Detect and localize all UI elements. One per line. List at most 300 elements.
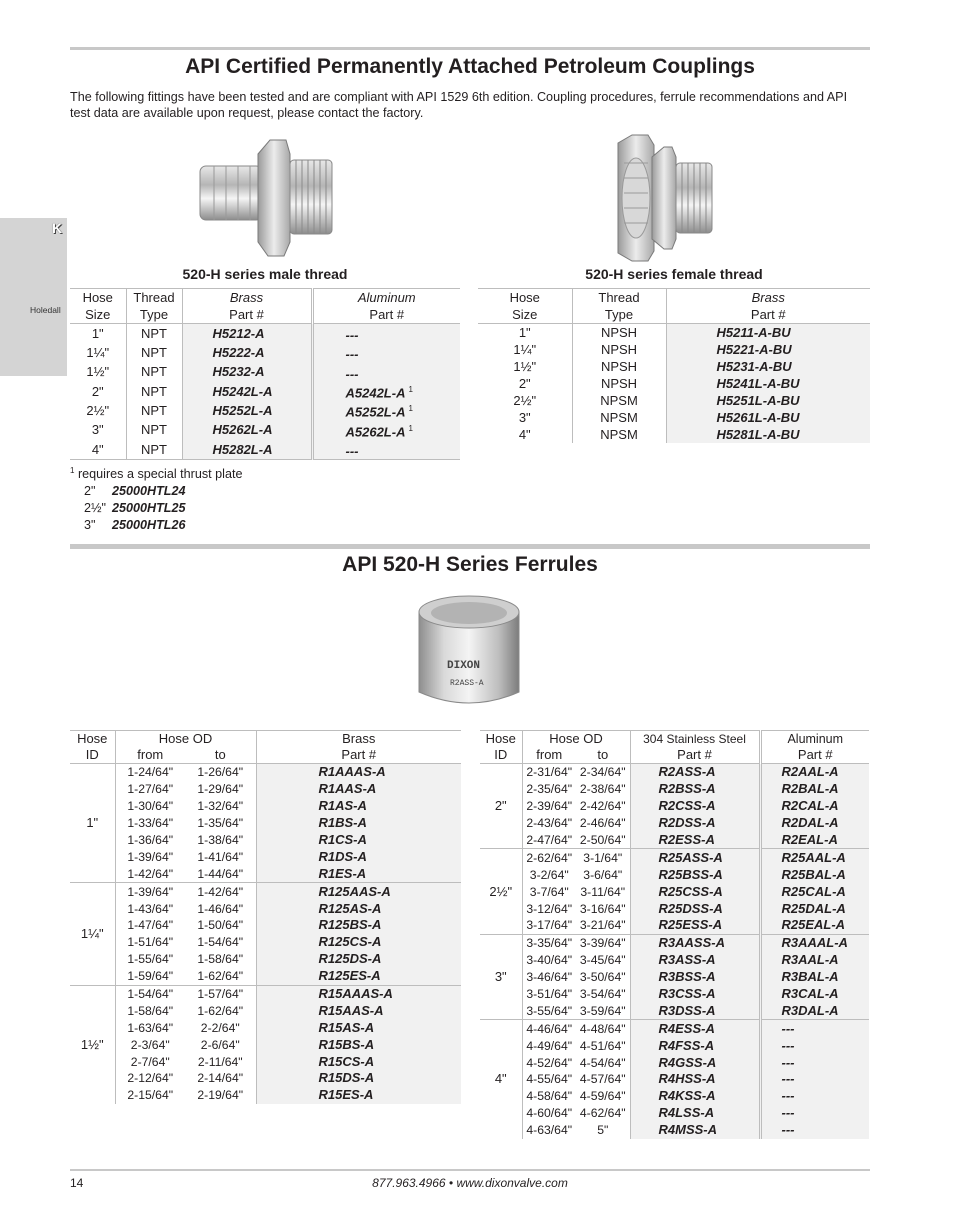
col-from: from: [522, 747, 576, 764]
od-from-cell: 3-17/64": [522, 917, 576, 934]
table-row: [480, 934, 869, 951]
part-cell: R4ESS-A: [630, 1020, 760, 1037]
od-to-cell: 2-19/64": [197, 1088, 244, 1103]
part-cell: R4HSS-A: [630, 1071, 760, 1088]
od-from-cell: 2-62/64": [522, 849, 576, 866]
od-from-cell: 3-55/64": [522, 1002, 576, 1019]
od-from-cell: 1-36/64": [115, 832, 185, 849]
part-cell: R15DS-A: [256, 1070, 461, 1087]
thread-type-cell: NPSM: [572, 426, 666, 443]
aluminum-part-number: ---: [345, 346, 359, 362]
col-aluminum: Aluminum: [760, 731, 869, 748]
table-row: [480, 764, 869, 781]
footnote-marker: 1: [408, 384, 413, 394]
female-table-caption: 520-H series female thread: [585, 266, 763, 282]
col-brass-part: Brass Part #: [182, 289, 312, 324]
footnote-marker: 1: [408, 404, 413, 414]
od-to-cell: 5": [597, 1123, 609, 1138]
thread-type-cell: NPSH: [572, 375, 666, 392]
od-to-cell: 4-62/64": [579, 1106, 626, 1121]
od-to-cell: 4-51/64": [579, 1038, 626, 1053]
aluminum-part-cell: R25BAL-A: [760, 866, 869, 883]
top-rule: [70, 47, 870, 50]
table-row: [480, 1002, 869, 1019]
od-from-cell: 2-31/64": [522, 764, 576, 781]
od-to-cell: 3-50/64": [579, 970, 626, 985]
od-from-cell: 1-59/64": [115, 968, 185, 985]
aluminum-part-cell: [312, 343, 460, 362]
od-from-cell: 1-42/64": [115, 865, 185, 882]
part-cell: R15BS-A: [256, 1036, 461, 1053]
hose-size-cell: 2½": [513, 392, 537, 408]
table-row: [70, 1002, 461, 1019]
thread-type-cell: NPSH: [572, 324, 666, 342]
table-row: [70, 798, 461, 815]
od-to-cell: 2-14/64": [197, 1071, 244, 1086]
col-from: from: [115, 747, 185, 764]
col-hose-id: Hose ID: [480, 731, 522, 764]
table-row: [478, 409, 870, 426]
part-cell: R4FSS-A: [630, 1037, 760, 1054]
col-hose-id: Hose ID: [70, 731, 115, 764]
table-row: [70, 951, 461, 968]
od-to-cell: 1-54/64": [197, 935, 244, 950]
part-cell: R125BS-A: [256, 917, 461, 934]
table-row: [480, 1088, 869, 1105]
part-cell: R125ES-A: [256, 968, 461, 985]
od-from-cell: 4-60/64": [522, 1105, 576, 1122]
part-cell: R2DSS-A: [630, 815, 760, 832]
brass-part-cell: H5242L-A: [182, 382, 312, 401]
aluminum-part-cell: ---: [760, 1037, 869, 1054]
od-to-cell: 1-62/64": [197, 1003, 244, 1018]
aluminum-part-number: A5252L-A: [345, 404, 406, 420]
od-to-cell: 4-48/64": [576, 1020, 630, 1037]
od-to-cell: 2-11/64": [197, 1054, 243, 1069]
brass-part-cell: H5241L-A-BU: [666, 375, 870, 392]
brass-part-cell: H5252L-A: [182, 401, 312, 420]
od-to-cell: 1-26/64": [197, 765, 244, 780]
table-row: [70, 363, 460, 382]
part-cell: R3BSS-A: [630, 969, 760, 986]
footnote-item: [84, 517, 242, 534]
table-row: [70, 1070, 461, 1087]
part-cell: R125AS-A: [256, 900, 461, 917]
od-from-cell: 1-27/64": [115, 781, 185, 798]
thrust-plate-size: 2": [84, 484, 96, 499]
part-cell: R25DSS-A: [630, 900, 760, 917]
thread-type-cell: NPSM: [572, 392, 666, 409]
col-stainless: 304 Stainless Steel: [630, 731, 760, 748]
table-row: [70, 934, 461, 951]
part-cell: R4KSS-A: [630, 1088, 760, 1105]
thread-type-cell: NPT: [126, 343, 182, 362]
aluminum-part-cell: ---: [760, 1105, 869, 1122]
thread-type-cell: NPSH: [572, 341, 666, 358]
od-to-cell: 1-62/64": [197, 969, 244, 984]
hose-size-cell: 1¼": [86, 344, 110, 360]
brass-part-cell: H5282L-A: [182, 440, 312, 460]
male-coupling-image: [196, 138, 336, 258]
aluminum-part-cell: R25AAL-A: [760, 849, 869, 866]
part-cell: R125AAS-A: [256, 883, 461, 900]
brass-part-cell: H5221-A-BU: [666, 341, 870, 358]
od-to-cell: 2-6/64": [200, 1037, 240, 1052]
brass-part-cell: H5222-A: [182, 343, 312, 362]
thread-type-cell: NPSM: [572, 409, 666, 426]
od-from-cell: 3-46/64": [522, 969, 576, 986]
aluminum-part-cell: ---: [760, 1122, 869, 1139]
table-row: [70, 1053, 461, 1070]
od-to-cell: 1-35/64": [197, 816, 244, 831]
table-row: [478, 358, 870, 375]
ferrule-brass-table: [70, 730, 461, 1104]
aluminum-part-number: A5262L-A: [345, 423, 406, 439]
od-from-cell: 3-40/64": [522, 952, 576, 969]
table-row: [480, 917, 869, 934]
hose-size-cell: 2": [518, 375, 531, 391]
od-to-cell: 4-59/64": [579, 1089, 626, 1104]
aluminum-part-cell: [312, 363, 460, 382]
part-cell: R15ES-A: [256, 1087, 461, 1104]
part-cell: R4LSS-A: [630, 1105, 760, 1122]
od-to-cell: 3-1/64": [576, 849, 630, 866]
hose-size-cell: 3": [91, 422, 104, 438]
thread-type-cell: NPT: [126, 421, 182, 440]
page-number: 14: [70, 1176, 84, 1190]
table-row: [70, 865, 461, 882]
thread-type-cell: NPT: [126, 382, 182, 401]
hose-size-cell: 1½": [513, 358, 537, 374]
od-to-cell: 2-50/64": [579, 833, 626, 847]
section-rule: [70, 544, 870, 549]
male-table-caption: 520-H series male thread: [182, 266, 348, 282]
hose-size-cell: 1½": [86, 364, 110, 380]
part-cell: R15AAAS-A: [256, 985, 461, 1002]
od-from-cell: 4-63/64": [522, 1122, 576, 1139]
aluminum-part-cell: R2CAL-A: [760, 798, 869, 815]
part-cell: R2ASS-A: [630, 764, 760, 781]
od-from-cell: 1-30/64": [115, 798, 185, 815]
part-cell: R1AAS-A: [256, 781, 461, 798]
part-cell: R25ESS-A: [630, 917, 760, 934]
od-to-cell: 3-59/64": [579, 1003, 626, 1018]
table-row: [70, 440, 460, 460]
thrust-plate-part: 25000HTL25: [112, 501, 186, 516]
hose-size-cell: 4": [91, 441, 104, 457]
od-from-cell: 2-3/64": [115, 1036, 185, 1053]
aluminum-part-cell: ---: [760, 1020, 869, 1037]
table-row: [480, 1020, 869, 1037]
table-row: [70, 764, 461, 781]
od-to-cell: 2-38/64": [579, 782, 626, 797]
od-from-cell: 2-47/64": [522, 832, 576, 849]
col-al-part: Part #: [760, 747, 869, 764]
table-row: [480, 866, 869, 883]
od-from-cell: 3-51/64": [522, 986, 576, 1003]
part-cell: R1BS-A: [256, 815, 461, 832]
thread-type-cell: NPT: [126, 440, 182, 460]
od-to-cell: 1-44/64": [197, 866, 244, 881]
aluminum-part-cell: R2BAL-A: [760, 781, 869, 798]
table-row: [70, 421, 460, 440]
ferrule-ss-al-table: [480, 730, 869, 1139]
aluminum-part-number: ---: [345, 327, 359, 343]
od-to-cell: 2-34/64": [579, 765, 626, 780]
od-to-cell: 2-42/64": [579, 799, 626, 814]
od-to-cell: 1-32/64": [197, 799, 244, 814]
aluminum-part-number: ---: [345, 365, 359, 381]
col-thread-type: Thread Type: [126, 289, 182, 324]
section-tab-letter: K: [52, 220, 63, 236]
od-from-cell: 1-63/64": [115, 1019, 185, 1036]
od-from-cell: 3-7/64": [522, 883, 576, 900]
od-from-cell: 2-39/64": [522, 798, 576, 815]
table-row: [70, 382, 460, 401]
od-from-cell: 4-46/64": [522, 1020, 576, 1037]
od-to-cell: 1-41/64": [197, 849, 244, 864]
od-to-cell: 2-46/64": [579, 816, 626, 831]
od-to-cell: 3-11/64": [580, 884, 626, 899]
ferrules-title: API 520-H Series Ferrules: [342, 553, 598, 576]
footnote-line: $^1$ requires a special thrust plate: [70, 466, 243, 482]
aluminum-part-cell: R3CAL-A: [760, 986, 869, 1003]
aluminum-part-cell: R2AAL-A: [760, 764, 869, 781]
hose-id-cell: 2": [494, 798, 507, 814]
table-row: [480, 781, 869, 798]
table-row: [478, 341, 870, 358]
brass-part-cell: H5261L-A-BU: [666, 409, 870, 426]
hose-id-cell: 1": [86, 815, 99, 831]
table-row: [480, 986, 869, 1003]
hose-size-cell: 1": [518, 324, 531, 340]
aluminum-part-cell: R2DAL-A: [760, 815, 869, 832]
table-row: [478, 375, 870, 392]
od-to-cell: 3-16/64": [579, 901, 626, 916]
od-from-cell: 2-15/64": [115, 1087, 185, 1104]
col-thread-type: Thread Type: [572, 289, 666, 324]
brass-part-cell: H5212-A: [182, 324, 312, 344]
col-aluminum-part: Aluminum Part #: [312, 289, 460, 324]
table-row: [480, 900, 869, 917]
od-from-cell: 1-58/64": [115, 1002, 185, 1019]
table-row: [70, 968, 461, 985]
od-to-cell: 4-57/64": [579, 1072, 626, 1087]
intro-paragraph: The following fittings have been tested and are compliant with API 1529 6th edition. Coupling procedures, ferrule recommendations and API test data are available upon request, please contact the factory.: [70, 90, 848, 120]
aluminum-part-cell: R3AAL-A: [760, 952, 869, 969]
od-to-cell: 3-54/64": [579, 987, 626, 1002]
col-hose-od: Hose OD: [115, 731, 256, 748]
part-cell: R1DS-A: [256, 848, 461, 865]
od-from-cell: 2-7/64": [115, 1053, 185, 1070]
aluminum-part-cell: R3AAAL-A: [760, 934, 869, 951]
od-to-cell: 3-6/64": [583, 867, 623, 882]
part-cell: R1ES-A: [256, 865, 461, 882]
part-cell: R25ASS-A: [630, 849, 760, 866]
ferrule-image: [413, 592, 525, 710]
brass-part-cell: H5262L-A: [182, 421, 312, 440]
part-cell: R125DS-A: [256, 951, 461, 968]
hose-id-cell: 1¼": [70, 883, 115, 985]
footnote-marker: 1: [408, 423, 413, 433]
ferrule-part-marking: R2ASS-A: [450, 679, 484, 688]
col-brass-part: Brass Part #: [666, 289, 870, 324]
table-row: [70, 900, 461, 917]
part-cell: R15CS-A: [256, 1053, 461, 1070]
hose-size-cell: 2½": [86, 402, 110, 418]
footnote-item: [84, 483, 242, 500]
table-row: [70, 324, 460, 344]
thread-type-cell: NPT: [126, 363, 182, 382]
aluminum-part-cell: [312, 324, 460, 344]
hose-id-cell: 3": [480, 934, 522, 1019]
hose-id-cell: 1½": [70, 985, 115, 1104]
part-cell: R4GSS-A: [630, 1054, 760, 1071]
footer-rule: [70, 1169, 870, 1171]
col-to: to: [597, 747, 609, 762]
aluminum-part-cell: ---: [760, 1054, 869, 1071]
thrust-plate-part: 25000HTL26: [112, 518, 186, 533]
od-from-cell: 1-54/64": [115, 985, 185, 1002]
brass-part-cell: H5281L-A-BU: [666, 426, 870, 443]
thrust-plate-part: 25000HTL24: [112, 484, 186, 499]
table-row: [480, 849, 869, 866]
table-row: [480, 832, 869, 849]
table-row: [70, 401, 460, 420]
hose-size-cell: 2": [91, 383, 104, 399]
table-row: [478, 392, 870, 409]
od-from-cell: 4-55/64": [522, 1071, 576, 1088]
part-cell: R1AAAS-A: [256, 764, 461, 781]
aluminum-part-cell: ---: [760, 1071, 869, 1088]
footer-contact: 877.963.4966 • www.dixonvalve.com: [372, 1176, 568, 1190]
table-row: [70, 883, 461, 900]
table-row: [70, 848, 461, 865]
page-title: API Certified Permanently Attached Petroleum Couplings: [185, 55, 755, 78]
table-row: [478, 324, 870, 342]
col-brass: Brass: [256, 731, 461, 748]
od-from-cell: 1-33/64": [115, 815, 185, 832]
col-hose-size: Hose Size: [70, 289, 126, 324]
part-cell: R15AS-A: [256, 1019, 461, 1036]
female-thread-table: [478, 288, 870, 443]
hose-size-cell: 1": [91, 325, 104, 341]
od-from-cell: 1-39/64": [115, 848, 185, 865]
od-from-cell: 1-43/64": [115, 900, 185, 917]
table-row: [70, 1087, 461, 1104]
od-to-cell: 1-29/64": [197, 782, 244, 797]
part-cell: R1AS-A: [256, 798, 461, 815]
table-row: [480, 1122, 869, 1139]
part-cell: R3ASS-A: [630, 952, 760, 969]
od-from-cell: 2-35/64": [522, 781, 576, 798]
aluminum-part-cell: [312, 421, 460, 440]
thrust-plate-size: 2½": [84, 501, 106, 516]
part-cell: R125CS-A: [256, 934, 461, 951]
section-tab[interactable]: [0, 218, 67, 376]
ferrule-brand: DIXON: [447, 660, 481, 672]
part-cell: R15AAS-A: [256, 1002, 461, 1019]
female-coupling-image: [606, 133, 716, 263]
hose-size-cell: 1¼": [513, 341, 537, 357]
thread-type-cell: NPT: [126, 401, 182, 420]
od-to-cell: 3-45/64": [579, 953, 626, 968]
hose-id-cell: 2½": [480, 849, 522, 934]
table-row: [480, 1037, 869, 1054]
part-cell: R2BSS-A: [630, 781, 760, 798]
od-to-cell: 2-2/64": [200, 1020, 240, 1035]
col-ss-part: Part #: [630, 747, 760, 764]
table-row: [70, 1036, 461, 1053]
table-row: [480, 1105, 869, 1122]
od-to-cell: 1-50/64": [197, 918, 244, 933]
od-to-cell: 1-58/64": [197, 952, 244, 967]
od-to-cell: 1-46/64": [197, 901, 244, 916]
table-row: [70, 985, 461, 1002]
brass-part-cell: H5231-A-BU: [666, 358, 870, 375]
od-from-cell: 1-39/64": [115, 883, 185, 900]
table-row: [70, 343, 460, 362]
hose-size-cell: 3": [518, 409, 531, 425]
od-from-cell: 4-49/64": [522, 1037, 576, 1054]
table-row: [480, 815, 869, 832]
brass-part-cell: H5211-A-BU: [666, 324, 870, 342]
od-from-cell: 1-47/64": [115, 917, 185, 934]
aluminum-part-cell: [312, 440, 460, 460]
od-to-cell: 4-54/64": [579, 1055, 626, 1070]
thread-type-cell: NPSH: [572, 358, 666, 375]
part-cell: R3AASS-A: [630, 934, 760, 951]
col-part: Part #: [256, 747, 461, 764]
od-from-cell: 3-2/64": [522, 866, 576, 883]
table-row: [70, 917, 461, 934]
table-row: [480, 952, 869, 969]
od-to-cell: 3-39/64": [576, 934, 630, 951]
brass-part-cell: H5232-A: [182, 363, 312, 382]
aluminum-part-number: A5242L-A: [345, 385, 406, 401]
hose-id-cell: 4": [480, 1020, 522, 1139]
od-from-cell: 4-58/64": [522, 1088, 576, 1105]
part-cell: R2ESS-A: [630, 832, 760, 849]
od-to-cell: 1-38/64": [197, 833, 244, 847]
col-to: to: [214, 747, 226, 762]
part-cell: R3DSS-A: [630, 1002, 760, 1019]
od-from-cell: 4-52/64": [522, 1054, 576, 1071]
section-tab-label: Holedall: [30, 305, 61, 315]
table-row: [478, 426, 870, 443]
od-from-cell: 1-24/64": [115, 764, 185, 781]
col-hose-size: Hose Size: [478, 289, 572, 324]
part-cell: R25BSS-A: [630, 866, 760, 883]
od-to-cell: 1-57/64": [185, 985, 256, 1002]
aluminum-part-cell: R3BAL-A: [760, 969, 869, 986]
aluminum-part-number: ---: [345, 443, 359, 459]
aluminum-part-cell: R25DAL-A: [760, 900, 869, 917]
aluminum-part-cell: R25EAL-A: [760, 917, 869, 934]
male-thread-table: [70, 288, 460, 460]
footnote-items: [70, 483, 242, 534]
footnote: [70, 462, 242, 534]
thread-type-cell: NPT: [126, 324, 182, 344]
aluminum-part-cell: R2EAL-A: [760, 832, 869, 849]
part-cell: R4MSS-A: [630, 1122, 760, 1139]
col-hose-od: Hose OD: [522, 731, 630, 748]
aluminum-part-cell: R3DAL-A: [760, 1002, 869, 1019]
aluminum-part-cell: R25CAL-A: [760, 883, 869, 900]
part-cell: R25CSS-A: [630, 883, 760, 900]
table-row: [70, 815, 461, 832]
table-row: [480, 883, 869, 900]
